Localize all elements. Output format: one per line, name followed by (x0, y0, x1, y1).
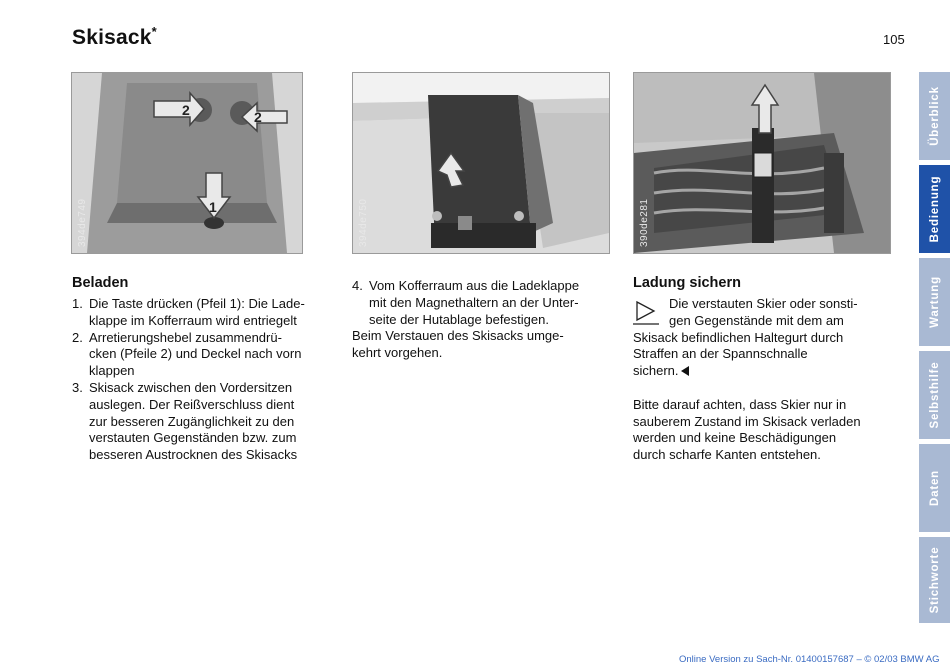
tab-daten[interactable]: Daten (919, 444, 950, 532)
svg-text:1: 1 (209, 199, 217, 215)
footer-online-version[interactable]: Online Version zu Sach-Nr. 01400157687 – © 02/03 BMW AG (679, 654, 940, 665)
figure-code: 390de281 (639, 198, 650, 247)
figure-strap (633, 72, 891, 254)
step-2: 2. Arretierungshebel zusammendrü- cken (Pfeile 2) und Deckel nach vorn klappen (72, 329, 302, 379)
svg-text:2: 2 (254, 109, 262, 125)
loading-steps (72, 296, 347, 464)
step-4: 4. Vom Kofferraum aus die Ladeklappe mit den Magnethaltern an der Unter- seite der Hutablage befestigen. (352, 278, 580, 327)
chapter-tabs (919, 72, 950, 623)
tab-selbsthilfe[interactable]: Selbsthilfe (919, 351, 950, 439)
end-mark-icon (681, 366, 689, 376)
step-1: 1. Die Taste drücken (Pfeil 1): Die Lade- klappe im Kofferraum wird entriegelt (72, 296, 305, 328)
figure-release-button (71, 72, 303, 254)
ski-condition-note: Bitte darauf achten, dass Skier nur in sauberem Zustand im Skisack verladen werden und keine Beschädigungen durch scharfe Kanten entstehen. (633, 396, 861, 463)
page-number: 105 (883, 32, 905, 47)
svg-text:2: 2 (182, 102, 190, 118)
figure-code: 394de749 (77, 198, 88, 247)
unloading-note: Beim Verstauen des Skisacks umge- kehrt vorgehen. (352, 328, 564, 361)
tab-ueberblick[interactable]: Überblick (919, 72, 950, 160)
heading-beladen: Beladen (72, 275, 129, 291)
heading-ladung-sichern: Ladung sichern (633, 275, 741, 291)
figure-hatch-magnets (352, 72, 610, 254)
tab-bedienung[interactable]: Bedienung (919, 165, 950, 253)
figure-code: 394de750 (358, 198, 369, 247)
loading-steps-continued (352, 278, 622, 362)
tab-stichworte[interactable]: Stichworte (919, 537, 950, 623)
page-title: Skisack* (72, 24, 157, 49)
securing-note: Die verstauten Skier oder sonsti- gen Gegenstände mit dem am Skisack befindlichen Haltegurt durch Straffen an der Spannschnalle sichern. Bitte darauf achten, dass Skier nur in sauberem Zustand im Skisack verladen werden und keine Beschädigungen durch scharfe Kanten entstehen. (633, 296, 903, 464)
tab-wartung[interactable]: Wartung (919, 258, 950, 346)
option-marker: * (151, 24, 157, 39)
step-3: 3. Skisack zwischen den Vordersitzen auslegen. Der Reißverschluss dient zur besseren Zugänglichkeit zu den verstauten Gegenständen bzw. zum besseren Austrocknen des Skisacks (72, 379, 298, 463)
